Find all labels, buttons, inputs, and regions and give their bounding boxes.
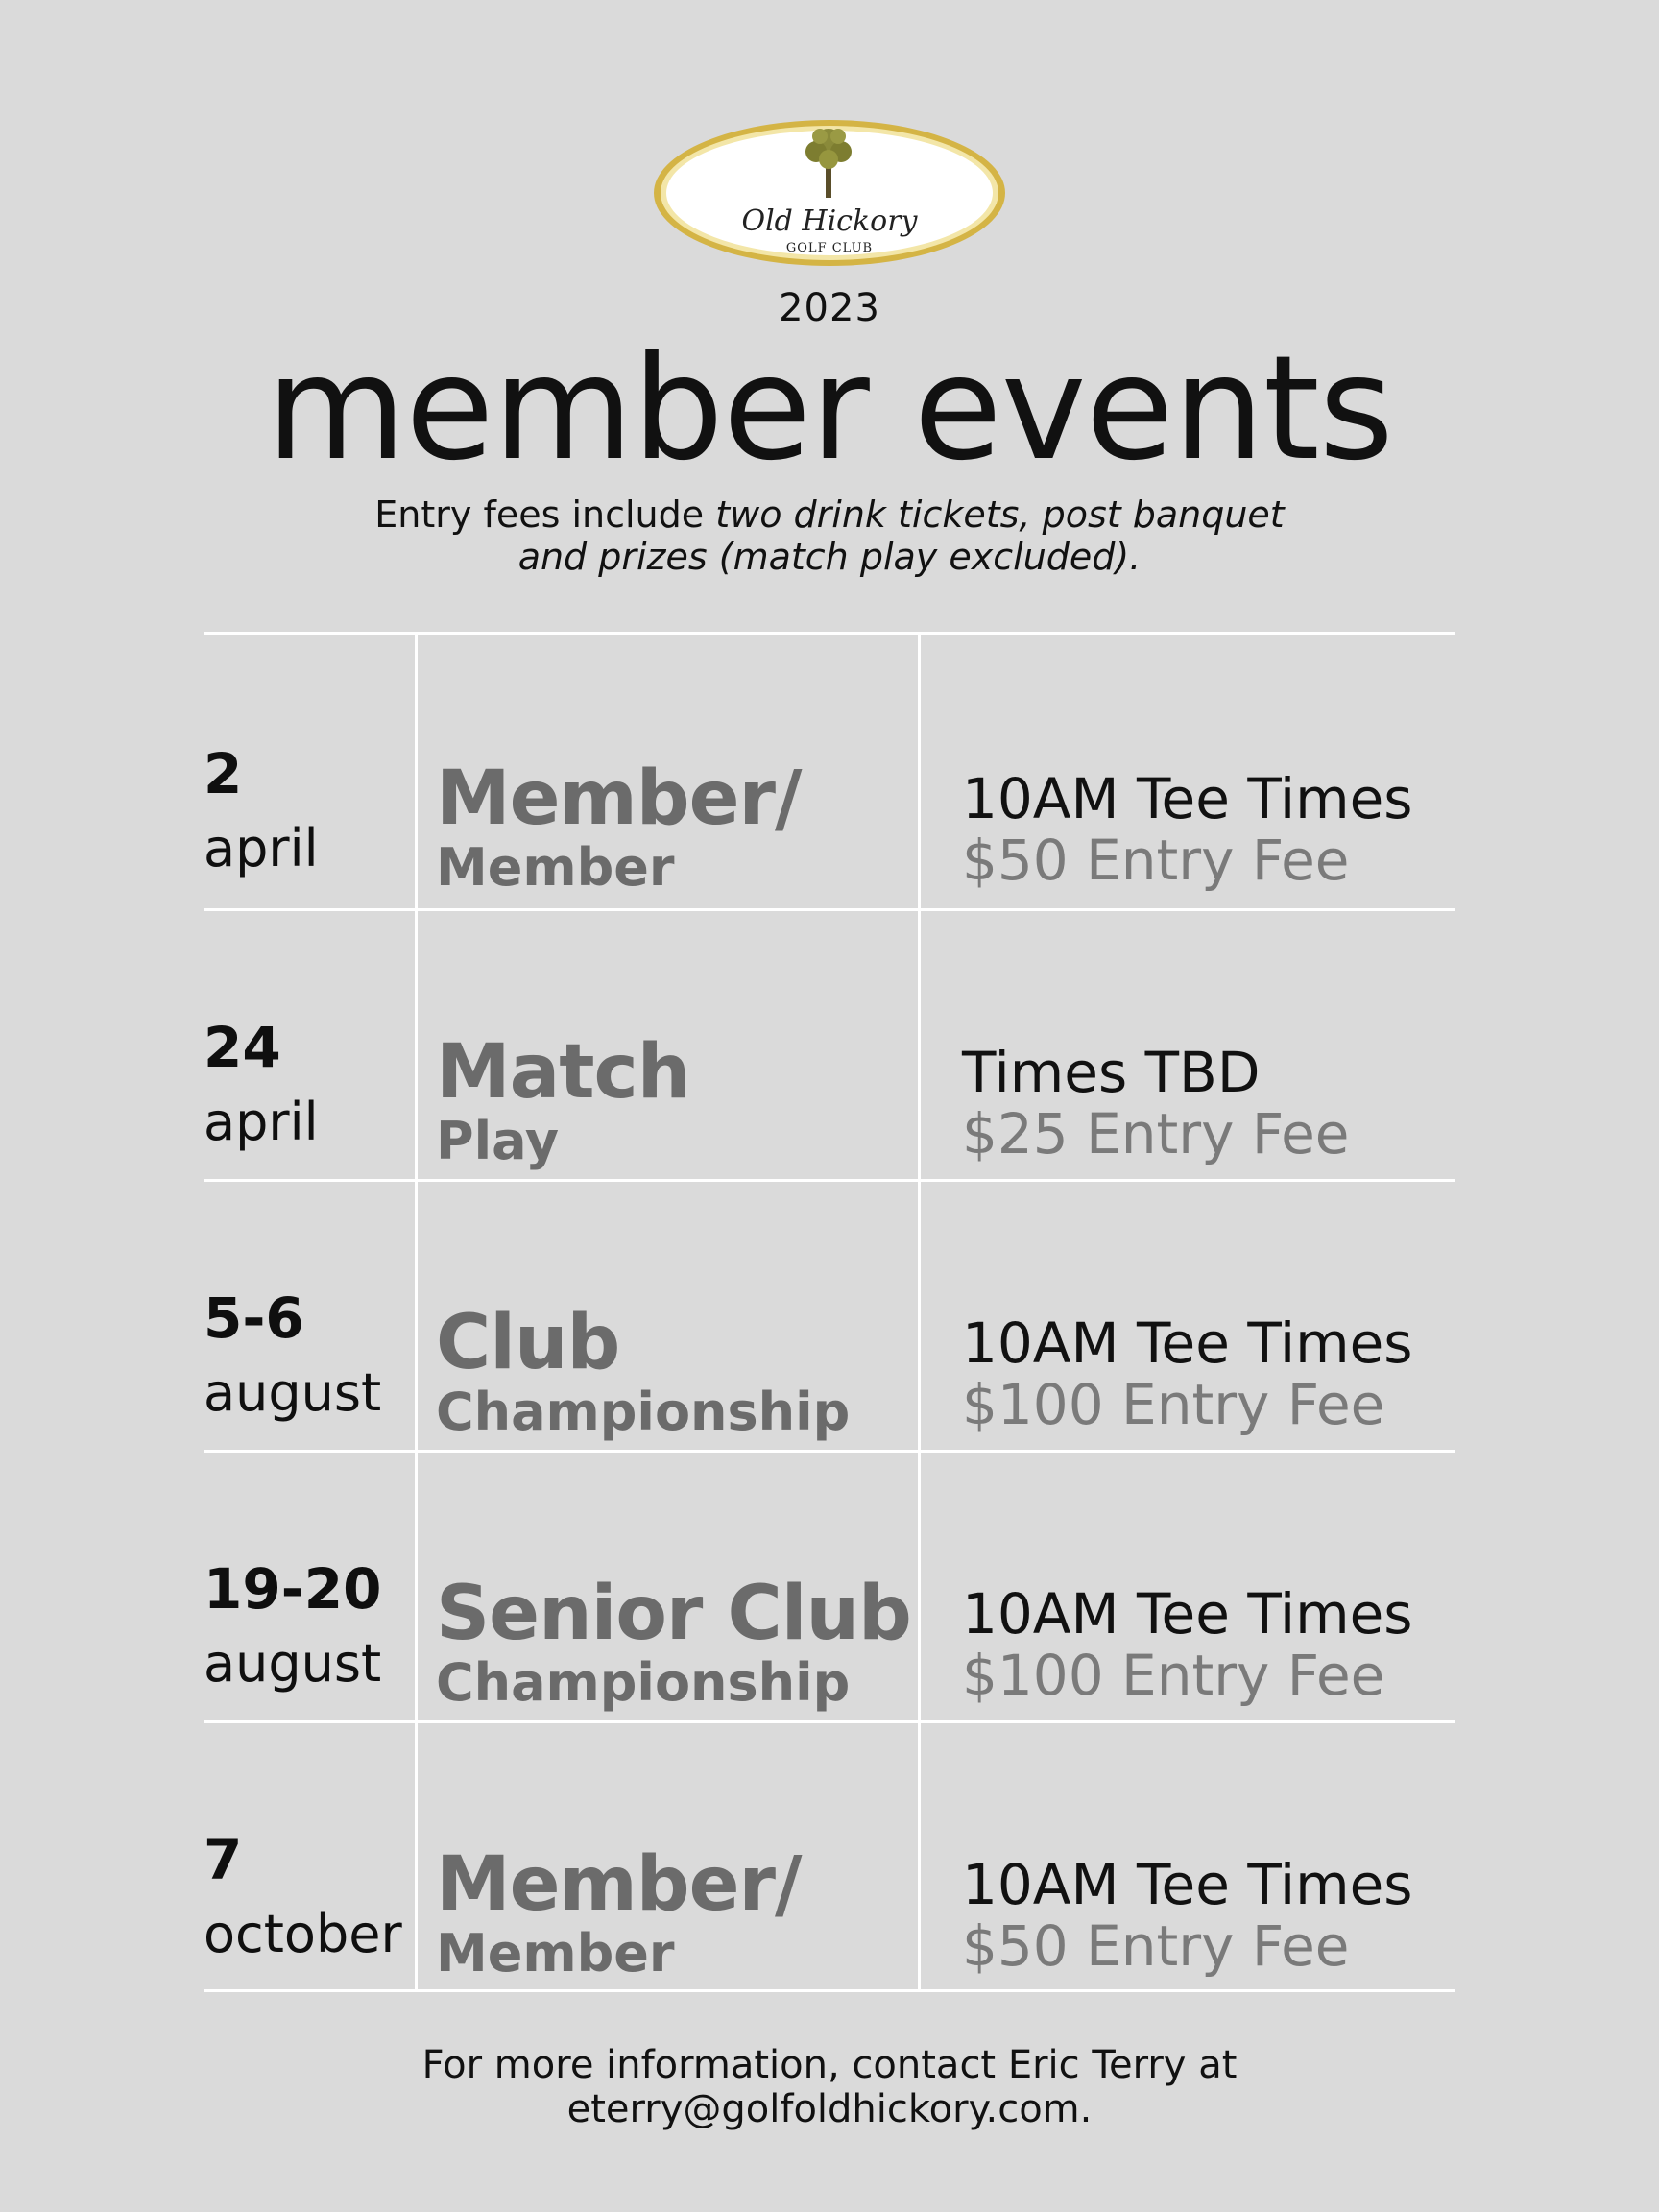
event-fee: $100 Entry Fee bbox=[962, 1643, 1385, 1708]
event-row bbox=[204, 1450, 1455, 1723]
event-day: 24 bbox=[204, 1015, 281, 1080]
event-row bbox=[204, 908, 1455, 1182]
event-name-sub: Member bbox=[436, 1923, 675, 1984]
event-month: april bbox=[204, 818, 319, 878]
contact-info bbox=[0, 2043, 1659, 2131]
event-time: 10AM Tee Times bbox=[962, 766, 1413, 831]
event-name: Member/ bbox=[436, 756, 802, 842]
event-name-sub: Championship bbox=[436, 1382, 851, 1442]
event-day: 2 bbox=[204, 741, 243, 806]
subtitle-italic-1: two drink tickets, post banquet bbox=[715, 493, 1285, 536]
event-time: 10AM Tee Times bbox=[962, 1852, 1413, 1917]
contact-email: eterry@golfoldhickory.com. bbox=[566, 2087, 1093, 2131]
event-month: october bbox=[204, 1904, 402, 1964]
events-table bbox=[204, 632, 1455, 1992]
event-name: Club bbox=[436, 1300, 620, 1386]
subtitle bbox=[0, 493, 1659, 578]
year-label: 2023 bbox=[779, 286, 880, 330]
logo-subname: GOLF CLUB bbox=[785, 241, 874, 255]
event-month: april bbox=[204, 1092, 319, 1152]
event-name: Member/ bbox=[436, 1841, 802, 1928]
event-name: Senior Club bbox=[436, 1571, 911, 1657]
event-name-sub: Championship bbox=[436, 1652, 851, 1713]
contact-line: For more information, contact Eric Terry at bbox=[421, 2043, 1238, 2087]
event-name-sub: Member bbox=[436, 837, 675, 898]
subtitle-italic-2: and prizes (match play excluded). bbox=[517, 536, 1142, 578]
event-month: august bbox=[204, 1633, 382, 1694]
page-title: member events bbox=[266, 325, 1393, 493]
old-hickory-logo bbox=[651, 117, 1008, 269]
event-day: 19-20 bbox=[204, 1556, 382, 1622]
subtitle-plain: Entry fees include bbox=[374, 493, 716, 536]
event-time: Times TBD bbox=[962, 1040, 1261, 1105]
event-month: august bbox=[204, 1362, 382, 1423]
event-fee: $25 Entry Fee bbox=[962, 1101, 1350, 1166]
event-day: 7 bbox=[204, 1827, 243, 1892]
event-row bbox=[204, 635, 1455, 911]
event-row bbox=[204, 1179, 1455, 1453]
event-time: 10AM Tee Times bbox=[962, 1310, 1413, 1376]
event-fee: $100 Entry Fee bbox=[962, 1372, 1385, 1437]
event-time: 10AM Tee Times bbox=[962, 1581, 1413, 1647]
event-fee: $50 Entry Fee bbox=[962, 828, 1350, 893]
event-name: Match bbox=[436, 1029, 690, 1116]
event-fee: $50 Entry Fee bbox=[962, 1913, 1350, 1979]
event-name-sub: Play bbox=[436, 1111, 560, 1171]
logo-name: Old Hickory bbox=[741, 204, 918, 238]
event-day: 5-6 bbox=[204, 1286, 304, 1351]
event-row bbox=[204, 1720, 1455, 1992]
